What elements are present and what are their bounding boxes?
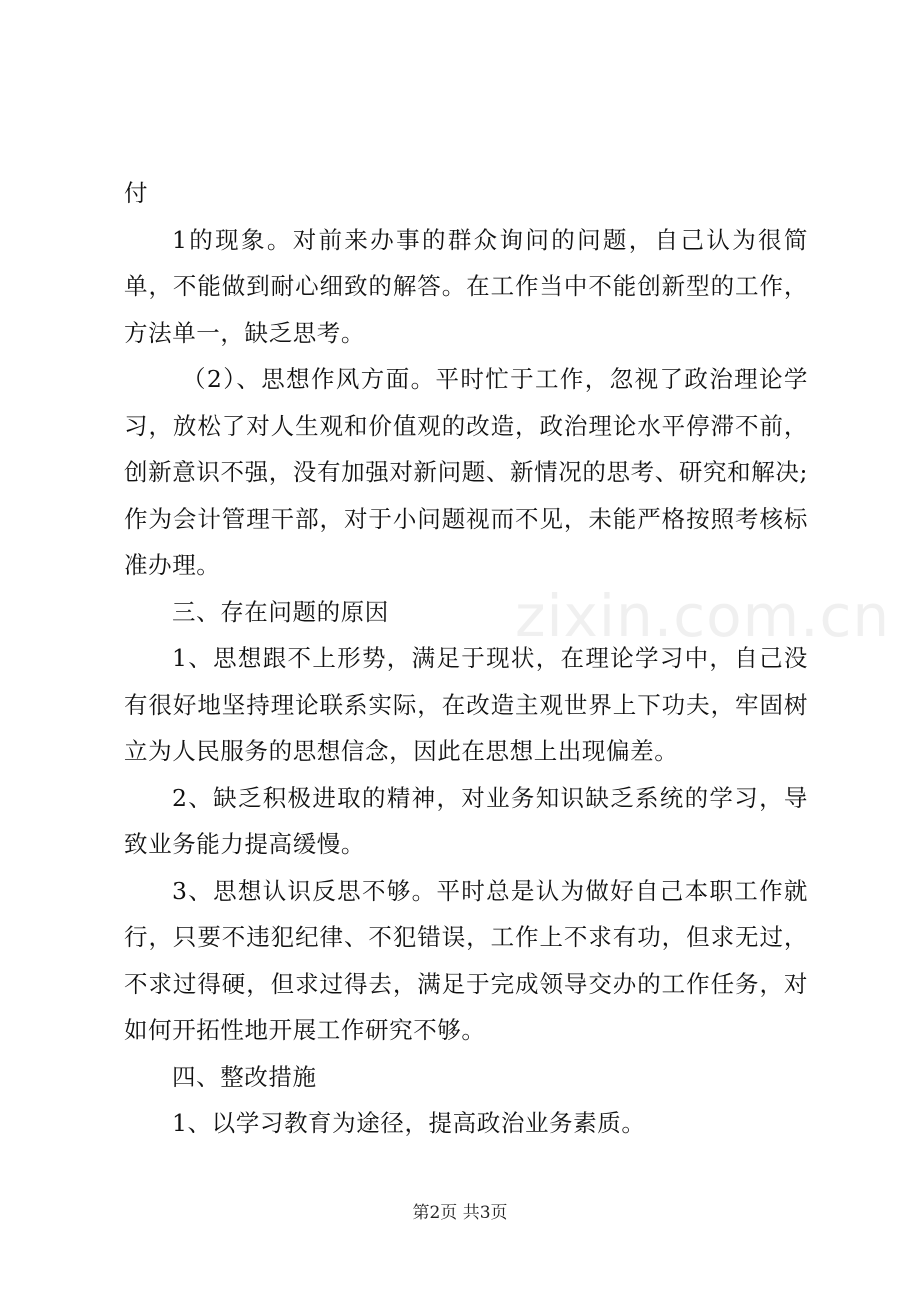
- paragraph-fragment: 付: [124, 179, 149, 207]
- paragraph-reason-1: 1、思想跟不上形势，满足于现状，在理论学习中，自己没有很好地坚持理论联系实际，在改造主观世界上下功夫，牢固树立为人民服务的思想信念，因此在思想上出现偏差。: [124, 644, 808, 765]
- document-body: [124, 170, 808, 1147]
- section-heading-4: 四、整改措施: [172, 1062, 317, 1091]
- paragraph-2: （2）、思想作风方面。平时忙于工作，忽视了政治理论学习，放松了对人生观和价值观的改造，政治理论水平停滞不前，创新意识不强，没有加强对新问题、新情况的思考、研究和解决;作为会计管理干部，对于小问题视而不见，未能严格按照考核标准办理。: [124, 365, 808, 579]
- paragraph-measure-1: 1、以学习教育为途径，提高政治业务素质。: [172, 1109, 646, 1137]
- paragraph-reason-3: 3、思想认识反思不够。平时总是认为做好自己本职工作就行，只要不违犯纪律、不犯错误，工作上不求有功，但求无过，不求过得硬，但求过得去，满足于完成领导交办的工作任务，对如何开拓性地开展工作研究不够。: [124, 876, 808, 1044]
- section-heading-3: 三、存在问题的原因: [172, 597, 389, 626]
- paragraph-reason-2: 2、缺乏积极进取的精神，对业务知识缺乏系统的学习，导致业务能力提高缓慢。: [124, 783, 808, 858]
- page-number-footer: 第2页 共3页: [412, 1203, 508, 1223]
- paragraph-1: 1的现象。对前来办事的群众询问的问题，自己认为很简单，不能做到耐心细致的解答。在工作当中不能创新型的工作，方法单一，缺乏思考。: [124, 225, 808, 347]
- watermark: zixin.com.cn: [515, 582, 891, 650]
